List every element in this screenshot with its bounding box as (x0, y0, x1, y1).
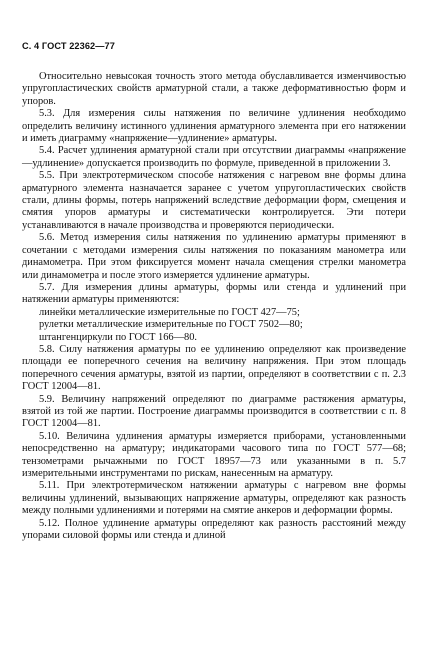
instrument-list-item: рулетки металлические измерительные по ГОСТ 7502—80; (39, 319, 303, 331)
paragraph-intro: Относительно невысокая точность этого метода обуславливается изменчивостью упругопластических свойств арматурной стали, а также деформативностью форм и упоров. (22, 71, 406, 107)
paragraph-5-4: 5.4. Расчет удлинения арматурной стали при отсутствии диаграммы «напряжение—удлинение» допускается производить по формуле, приведенной в приложении 3. (22, 145, 406, 169)
paragraph-5-5: 5.5. При электротермическом способе натяжения с нагревом вне формы длина арматурного элемента назначается заранее с учетом упругопластических свойств стали, длины формы, потерь напряжений вследствие деформации форм, смещения и смятия упоров арматуры и систематически контролируется. Эти потери устанавливаются в начале производства и проверяются периодически. (22, 170, 406, 231)
paragraph-5-7: 5.7. Для измерения длины арматуры, формы или стенда и удлинений при натяжении арматуры применяются: (22, 281, 406, 306)
instrument-list-item: штангенциркули по ГОСТ 166—80. (39, 331, 198, 343)
running-head: С. 4 ГОСТ 22362—77 (22, 41, 115, 51)
paragraph-5-11: 5.11. При электротермическом натяжении арматуры с нагревом вне формы величины удлинений, вызывающих напряжение арматуры, определяют как разность между полными удлинениями и потерями на смятие анкеров и деформации формы. (22, 480, 406, 517)
instrument-list-item: линейки металлические измерительные по ГОСТ 427—75; (39, 306, 300, 318)
paragraph-5-12: 5.12. Полное удлинение арматуры определяют как разность расстояний между упорами силовой формы или стенда и длиной (22, 517, 406, 542)
paragraph-5-6: 5.6. Метод измерения силы натяжения по удлинению арматуры применяют в сочетании с методами измерения силы натяжения по показаниям манометра или динамометра. При этом фиксируется момент начала смещения стрелки манометра или динамометра и после этого измеряется удлинение арматуры. (22, 232, 406, 281)
paragraph-5-8: 5.8. Силу натяжения арматуры по ее удлинению определяют как произведение площади ее поперечного сечения на величину напряжения. При этом площадь поперечного сечения арматуры, взятой из партии, определяют в соответствии с п. 2.3 ГОСТ 12004—81. (22, 343, 406, 393)
document-body (22, 71, 406, 542)
paragraph-5-3: 5.3. Для измерения силы натяжения по величине удлинения необходимо определить величину истинного удлинения арматурного элемента при его натяжении и иметь диаграмму «напряжение—удлинение» арматуры. (22, 108, 406, 145)
paragraph-5-10: 5.10. Величина удлинения арматуры измеряется приборами, установленными непосредственно на арматуру; индикаторами часового типа по ГОСТ 577—68; тензометрами рычажными по ГОСТ 18957—73 или указанными в п. 5.7 измерительными инструментами по рискам, нанесенным на арматуру. (22, 430, 406, 479)
paragraph-5-9: 5.9. Величину напряжений определяют по диаграмме растяжения арматуры, взятой из той же партии. Построение диаграммы производится в соответствии с п. 8 ГОСТ 12004—81. (22, 393, 406, 430)
